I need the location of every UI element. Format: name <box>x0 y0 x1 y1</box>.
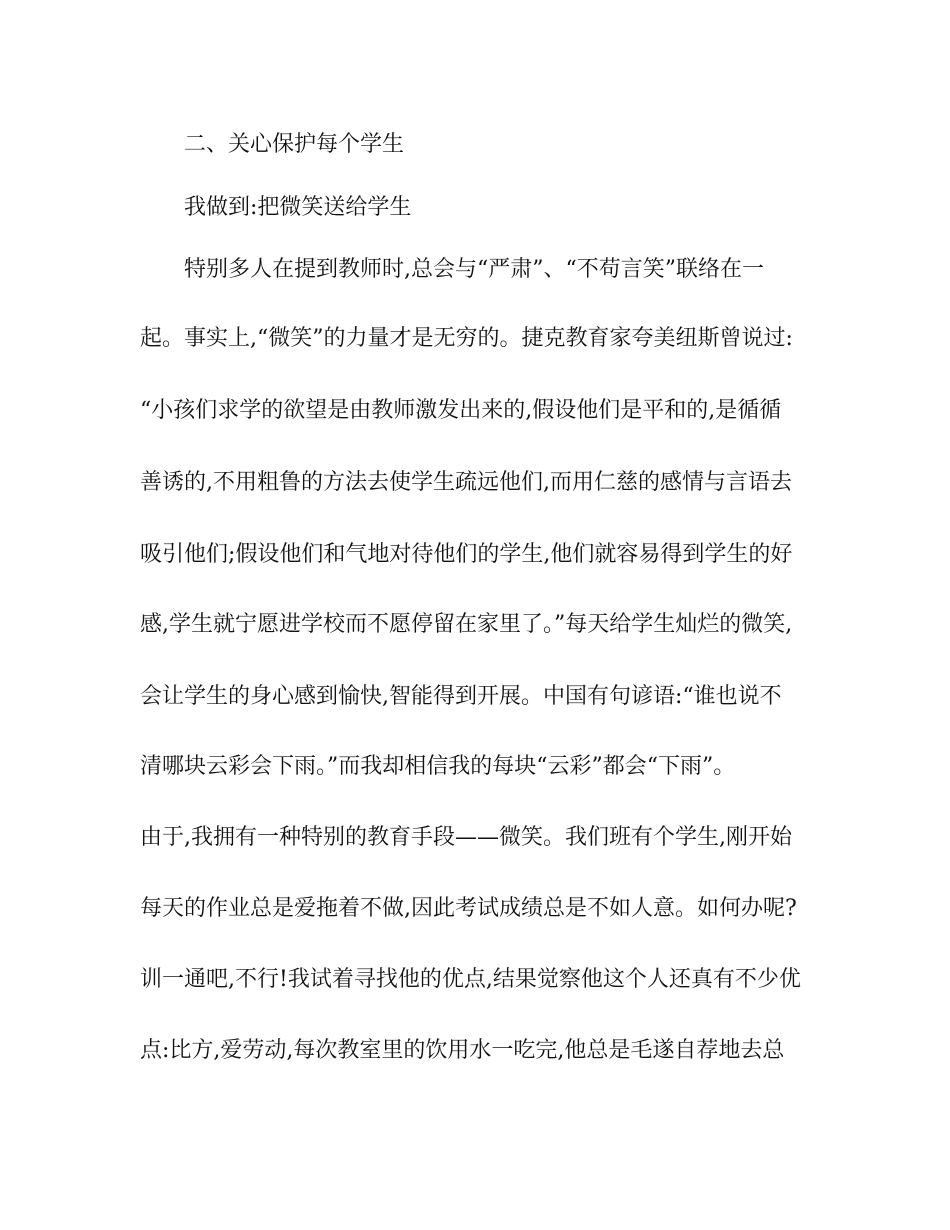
paragraph-line: 清哪块云彩会下雨。”而我却相信我的每块“云彩”都会“下雨”。 <box>140 754 736 779</box>
paragraph-line: 会让学生的身心感到愉快,智能得到开展。中国有句谚语:“谁也说不 <box>140 684 782 709</box>
paragraph-line: 吸引他们;假设他们和气地对待他们的学生,他们就容易得到学生的好 <box>140 542 793 567</box>
paragraph-line: “小孩们求学的欲望是由教师激发出来的,假设他们是平和的,是循循 <box>140 398 782 423</box>
section-heading: 二、关心保护每个学生 <box>184 132 405 157</box>
paragraph-line: 善诱的,不用粗鲁的方法去使学生疏远他们,而用仁慈的感情与言语去 <box>140 470 792 495</box>
paragraph-line: 由于,我拥有一种特别的教育手段——微笑。我们班有个学生,刚开始 <box>140 825 792 850</box>
paragraph-line: 每天的作业总是爱拖着不做,因此考试成绩总是不如人意。如何办呢? <box>140 896 797 921</box>
paragraph-line: 点:比方,爱劳动,每次教室里的饮用水一吃完,他总是毛遂自荐地去总 <box>140 1038 785 1063</box>
paragraph-line: 起。事实上,“微笑”的力量才是无穷的。捷克教育家夸美纽斯曾说过: <box>140 326 793 351</box>
paragraph-line: 训一通吧,不行!我试着寻找他的优点,结果觉察他这个人还真有不少优 <box>140 967 801 992</box>
paragraph-line: 特别多人在提到教师时,总会与“严肃”、“不苟言笑”联络在一 <box>184 257 764 282</box>
section-subheading: 我做到:把微笑送给学生 <box>184 195 412 220</box>
paragraph-line: 感,学生就宁愿进学校而不愿停留在家里了。”每天给学生灿烂的微笑, <box>140 612 793 637</box>
